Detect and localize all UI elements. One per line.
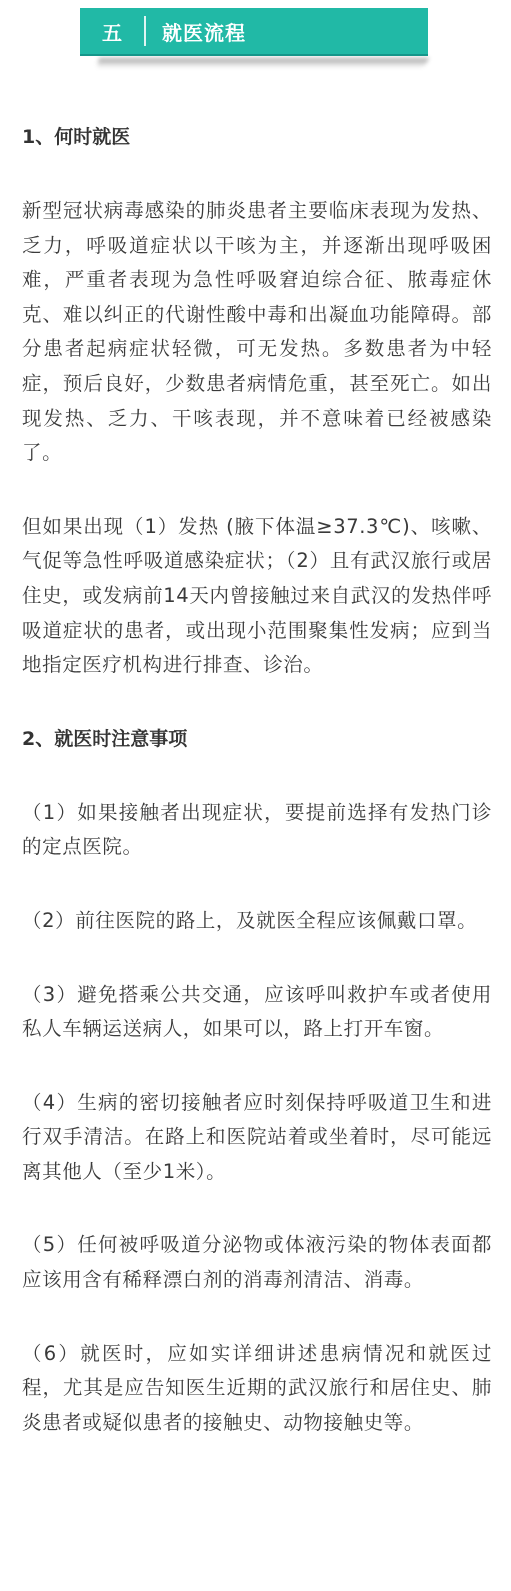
- section-title: 就医流程: [162, 20, 246, 45]
- precaution-item: （3）避免搭乘公共交通，应该呼叫救护车或者使用私人车辆运送病人，如果可以，路上打开车窗。: [22, 982, 492, 1041]
- precaution-item: （5）任何被呼吸道分泌物或体液污染的物体表面都应该用含有稀释漂白剂的消毒剂清洁、消毒。: [22, 1233, 492, 1292]
- article-body: [22, 120, 492, 1440]
- precaution-item: （4）生病的密切接触者应时刻保持呼吸道卫生和进行双手清洁。在路上和医院站着或坐着时，尽可能远离其他人（至少1米）。: [22, 1090, 492, 1183]
- paragraph-when-to-go: 但如果出现（1）发热 (腋下体温≥37.3℃)、咳嗽、气促等急性呼吸道感染症状；（2）且有武汉旅行或居住史，或发病前14天内曾接触过来自武汉的发热伴呼吸道症状的患者，或出现小范围聚集性发病；应到当地指定医疗机构进行排查、诊治。: [22, 514, 492, 677]
- banner-shadow: [97, 58, 428, 68]
- precaution-item: （1）如果接触者出现症状，要提前选择有发热门诊的定点医院。: [22, 800, 492, 859]
- heading-precautions: 2、就医时注意事项: [22, 727, 188, 750]
- precaution-item: （2）前往医院的路上，及就医全程应该佩戴口罩。: [22, 908, 478, 932]
- precaution-item: （6）就医时，应如实详细讲述患病情况和就医过程，尤其是应告知医生近期的武汉旅行和居住史、肺炎患者或疑似患者的接触史、动物接触史等。: [22, 1341, 492, 1434]
- paragraph-symptoms: 新型冠状病毒感染的肺炎患者主要临床表现为发热、乏力，呼吸道症状以干咳为主，并逐渐出现呼吸困难，严重者表现为急性呼吸窘迫综合征、脓毒症休克、难以纠正的代谢性酸中毒和出凝血功能障碍。部分患者起病症状轻微，可无发热。多数患者为中轻症，预后良好，少数患者病情危重，甚至死亡。如出现发热、乏力、干咳表现，并不意味着已经被感染了。: [22, 199, 492, 465]
- section-number: 五: [102, 20, 122, 45]
- section-banner: [80, 8, 430, 68]
- banner-bar: [80, 8, 428, 56]
- heading-when-to-seek-care: 1、何时就医: [22, 126, 131, 148]
